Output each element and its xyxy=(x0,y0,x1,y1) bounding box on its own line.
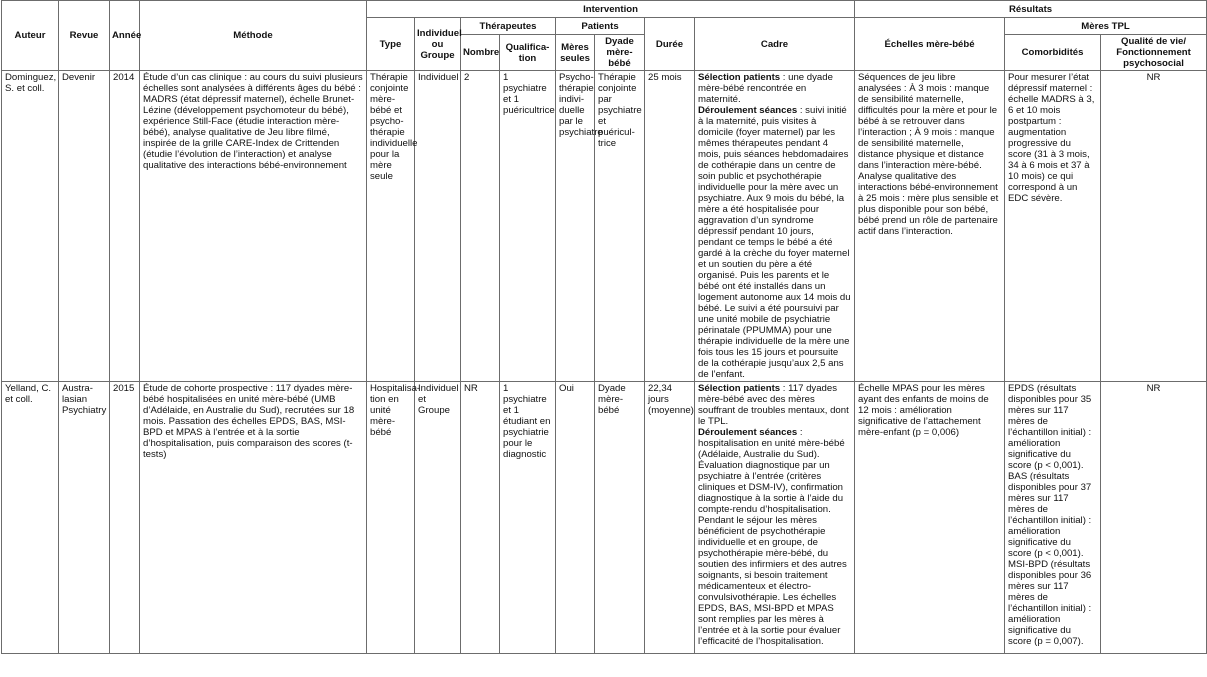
cell-methode: Étude de cohorte prospective : 117 dyades mère-bébé hospitalisées en unité mère-bébé (UMB d’Adélaide, en Australie du Sud), recrutées sur 18 mois. Passation des échelles EPDS, BAS, MSI-BPD et MPAS à l’entrée et à la sortie d’hospitalisation, puis comparaison des scores (t-tests) xyxy=(140,382,367,654)
cell-comorbidites: Pour mesurer l’état dépressif maternel : échelle MADRS à 3, 6 et 10 mois postpartum : augmentation progressive du score (31 à 3 mois, 34 à 6 mois et 37 à 10 mois) ce qui correspond à un EDC sévère. xyxy=(1005,71,1101,382)
header-intervention: Intervention xyxy=(367,1,855,18)
cell-qualite: NR xyxy=(1101,71,1207,382)
cell-annee: 2015 xyxy=(110,382,140,654)
cell-cadre xyxy=(695,382,855,654)
cell-duree: 22,34 jours (moyenne) xyxy=(645,382,695,654)
cell-nombre: 2 xyxy=(461,71,500,382)
header-cadre: Cadre xyxy=(695,18,855,71)
table-row xyxy=(2,382,1207,654)
header-revue: Revue xyxy=(59,1,110,71)
header-methode: Méthode xyxy=(140,1,367,71)
header-individuel: Individuel ou Groupe xyxy=(415,18,461,71)
cell-echelles: Échelle MPAS pour les mères ayant des enfants de moins de 12 mois : amélioration significative de l’attachement mère-enfant (p = 0,006) xyxy=(855,382,1005,654)
cadre-selection-text: : 117 dyades mère-bébé avec des mères souffrant de troubles mentaux, dont le TPL. xyxy=(698,383,849,427)
cell-type: Thérapie conjointe mère-bébé et psycho-thérapie individuelle pour la mère seule xyxy=(367,71,415,382)
cell-individuel: Individuel xyxy=(415,71,461,382)
header-therapeutes: Thérapeutes xyxy=(461,18,556,35)
table-row xyxy=(2,71,1207,382)
header-annee: Année xyxy=(110,1,140,71)
header-duree: Durée xyxy=(645,18,695,71)
cell-comorbidites: EPDS (résultats disponibles pour 35 mères sur 117 mères de l’échantillon initial) : amélioration significative du score (p < 0,001). BAS (résultats disponibles pour 37 mères sur 117 mères de l’échantillon initial) : amélioration significative du score (p < 0,001). MSI-BPD (résultats disponibles pour 36 mères sur 117 mères de l’échantillon initial) : amélioration significative du score (p = 0,007). xyxy=(1005,382,1101,654)
cell-qualification: 1 psychiatre et 1 puéricultrice xyxy=(500,71,556,382)
cell-type: Hospitalisa-tion en unité mère-bébé xyxy=(367,382,415,654)
cell-meres-seules: Oui xyxy=(556,382,595,654)
header-meres-tpl: Mères TPL xyxy=(1005,18,1207,35)
header-type: Type xyxy=(367,18,415,71)
header-dyade: Dyade mère-bébé xyxy=(595,35,645,71)
header-auteur: Auteur xyxy=(2,1,59,71)
cadre-deroulement-label: Déroulement séances xyxy=(698,427,798,438)
cell-meres-seules: Psycho-thérapie indivi-duelle par le psychiatre xyxy=(556,71,595,382)
cell-dyade: Thérapie conjointe par psychiatre et puéricul-trice xyxy=(595,71,645,382)
cadre-deroulement-label: Déroulement séances xyxy=(698,105,798,116)
cell-nombre: NR xyxy=(461,382,500,654)
cell-revue: Devenir xyxy=(59,71,110,382)
cadre-deroulement-text: : suivi initié à la maternité, puis visites à domicile (foyer maternel) par les mêmes thérapeutes pendant 4 mois, puis séances hebdomadaires de cothérapie dans un centre de soin public et psychothérapie individuelle pour la mère avec un psychiatre. Aux 9 mois du bébé, la mère a été hospitalisée pour aggravation d’un syndrome dépressif pendant 10 jours, pendant ce temps le bébé a été gardé à la crèche du foyer maternel et un soutien du père a été organisé. Puis les parents et le bébé ont été installés dans un logement autonome aux 14 mois du bébé. Le suivi a été poursuivi par une unité mobile de psychiatrie périnatale (PPUMMA) pour une thérapie individuelle de la mère une fois tous les 15 jours et poursuite de la cothérapie jusqu’aux 2,5 ans de l’enfant. xyxy=(698,105,851,380)
cell-duree: 25 mois xyxy=(645,71,695,382)
header-qualification: Qualifica-tion xyxy=(500,35,556,71)
header-qualite: Qualité de vie/ Fonctionnement psychosocial xyxy=(1101,35,1207,71)
cell-echelles: Séquences de jeu libre analysées : À 3 mois : manque de sensibilité maternelle, difficultés pour la mère et pour le bébé à se retrouver dans l’interaction ; À 9 mois : manque de sensibilité maternelle, distance physique et distance dans l’interaction mère-bébé. Analyse qualitative des interactions bébé-environnement à 25 mois : mère plus sensible et plus disponible pour son bébé, bébé prend un rôle de partenaire actif dans l’interaction. xyxy=(855,71,1005,382)
cell-qualification: 1 psychiatre et 1 étudiant en psychiatrie pour le diagnostic xyxy=(500,382,556,654)
cadre-selection-text: : une dyade mère-bébé rencontrée en maternité. xyxy=(698,72,833,105)
cadre-selection-label: Sélection patients xyxy=(698,72,781,83)
cell-cadre xyxy=(695,71,855,382)
cell-annee: 2014 xyxy=(110,71,140,382)
cell-individuel: Individuel et Groupe xyxy=(415,382,461,654)
results-table xyxy=(1,0,1207,654)
cadre-selection-label: Sélection patients xyxy=(698,383,781,394)
header-echelles: Échelles mère-bébé xyxy=(855,18,1005,71)
header-resultats: Résultats xyxy=(855,1,1207,18)
cell-auteur: Dominguez, S. et coll. xyxy=(2,71,59,382)
cell-dyade: Dyade mère-bébé xyxy=(595,382,645,654)
header-meres-seules: Mères seules xyxy=(556,35,595,71)
cell-auteur: Yelland, C. et coll. xyxy=(2,382,59,654)
header-patients: Patients xyxy=(556,18,645,35)
cell-qualite: NR xyxy=(1101,382,1207,654)
header-nombre: Nombre xyxy=(461,35,500,71)
header-comorbidites: Comorbidités xyxy=(1005,35,1101,71)
cell-revue: Austra-lasian Psychiatry xyxy=(59,382,110,654)
cell-methode: Étude d’un cas clinique : au cours du suivi plusieurs échelles sont analysées à différents âges du bébé : MADRS (état dépressif maternel), échelle Brunet-Lézine (développement psychomoteur du bébé), expérience Still-Face (étudie interaction mère-bébé), analyse qualitative de Jeu libre filmé, inspirée de la grille CARE-Index de Crittenden (étudie l’évolution de l’interaction) et analyse qualitative des interactions bébé-environnement xyxy=(140,71,367,382)
cadre-deroulement-text: : hospitalisation en unité mère-bébé (Adélaide, Australie du Sud). Évaluation diagnostique par un psychiatre à l’entrée (critères cliniques et DSM-IV), confirmation diagnostique à la sortie à l’aide du compte-rendu d’hospitalisation. Pendant le séjour les mères bénéficient de psychothérapie individuelle et en groupe, de psychothérapie mère-bébé, du soutien des infirmiers et des autres soignants, si besoin traitement médicamenteux et électro-convulsivothérapie. Les échelles EPDS, BAS, MSI-BPD et MPAS sont remplies par les mères à l’entrée et à la sortie pour évaluer l’efficacité de l’hospitalisation. xyxy=(698,427,847,647)
